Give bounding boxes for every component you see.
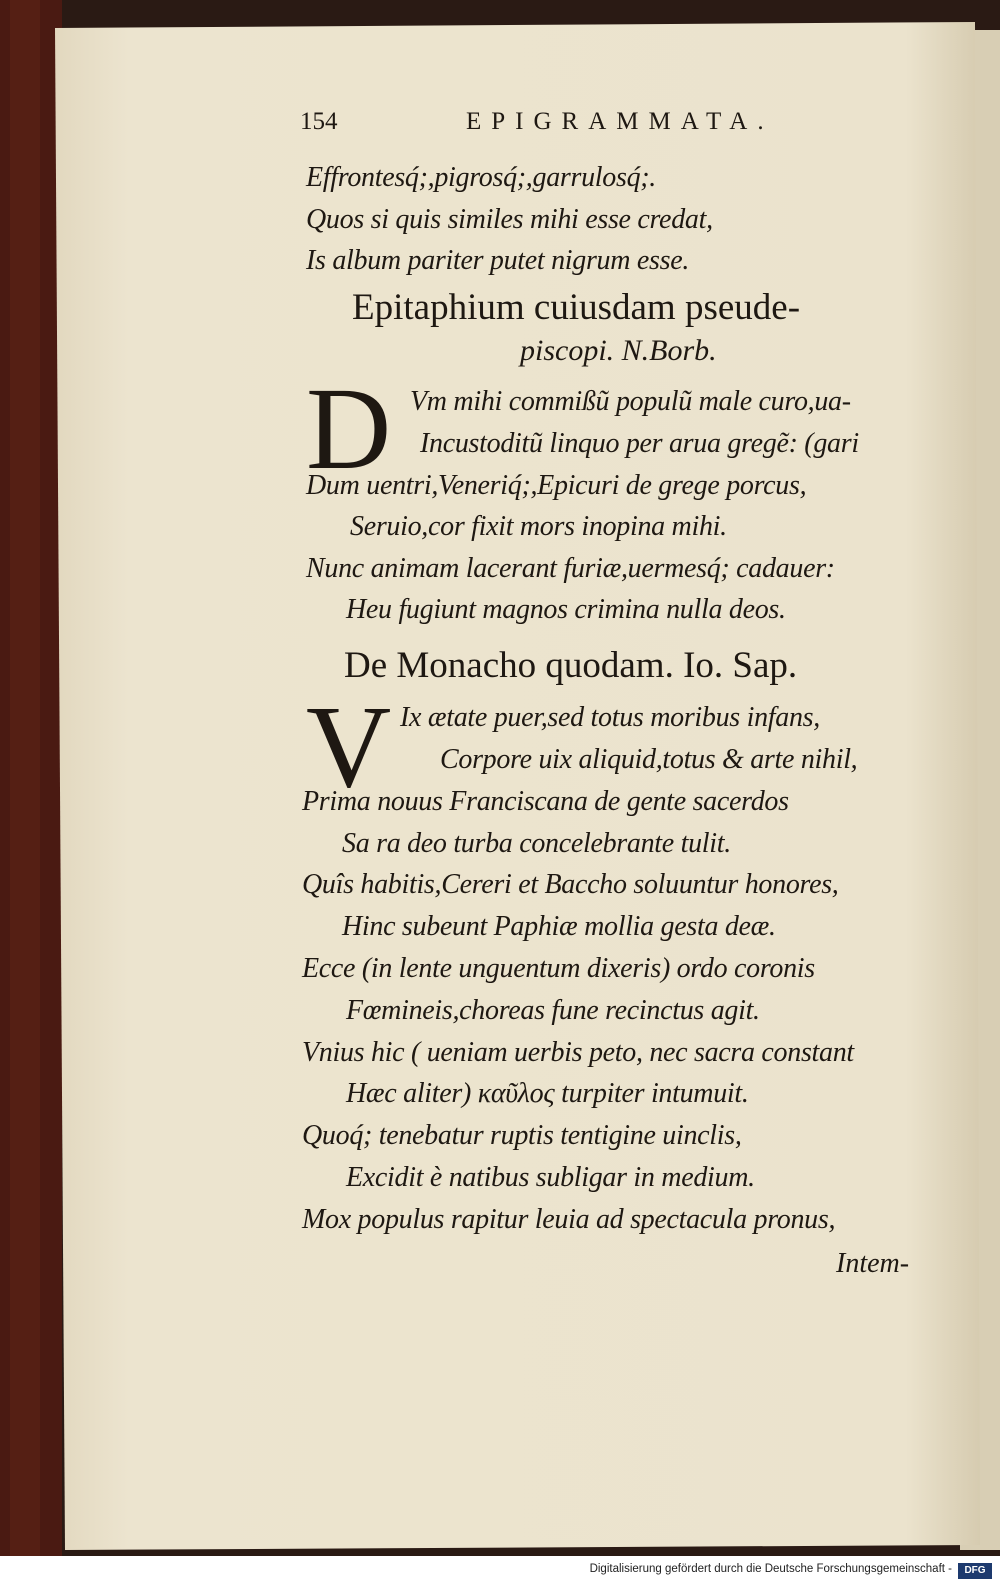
verse-line: Is album pariter putet nigrum esse. (306, 245, 690, 276)
verse-line: Hæc aliter) καῦλος turpiter intumuit. (346, 1078, 749, 1109)
section-heading: De Monacho quodam. Io. Sap. (344, 645, 798, 686)
dfg-logo-icon: DFG (958, 1563, 992, 1579)
verse-line: Vnius hic ( ueniam uerbis peto, nec sacra constant (302, 1037, 854, 1068)
funding-credit: Digitalisierung gefördert durch die Deutsche Forschungsgemeinschaft - (589, 1563, 952, 1575)
verse-line: Prima nouus Franciscana de gente sacerdos (302, 786, 789, 817)
verse-line: Quos si quis similes mihi esse credat, (306, 204, 713, 235)
verse-line: Ix ætate puer,sed totus moribus infans, (400, 702, 820, 733)
running-title: EPIGRAMMATA. (466, 108, 774, 135)
section-heading: Epitaphium cuiusdam pseude- (352, 287, 801, 328)
verse-line: Quoq́; tenebatur ruptis tentigine uinclis, (302, 1120, 742, 1151)
verse-line: Dum uentri,Veneriq́;,Epicuri de grege porcus, (306, 470, 807, 501)
verse-line: Quîs habitis,Cereri et Baccho soluuntur honores, (302, 869, 839, 900)
catchword: Intem- (836, 1248, 910, 1279)
verse-line: Effrontesq́;,pigrosq́;,garrulosq́;. (306, 162, 656, 193)
page-number: 154 (300, 108, 338, 135)
running-head (300, 108, 774, 136)
verse-line: Excidit è natibus subligar in medium. (346, 1162, 755, 1193)
drop-cap: D (306, 363, 392, 494)
drop-cap: V (306, 681, 392, 812)
verse-line: Sa ra deo turba concelebrante tulit. (342, 828, 731, 859)
verse-line: Corpore uix aliquid,totus & arte nihil, (440, 744, 858, 775)
section-heading-cont: piscopi. N.Borb. (520, 334, 717, 367)
verse-line: Hinc subeunt Paphiæ mollia gesta deæ. (342, 911, 776, 942)
verse-line: Heu fugiunt magnos crimina nulla deos. (346, 594, 786, 625)
verse-line: Nunc animam lacerant furiæ,uermesq́; cadauer: (306, 553, 835, 584)
footer-bar (0, 1556, 1000, 1586)
verse-line: Fœmineis,choreas fune recinctus agit. (346, 995, 760, 1026)
verse-line: Ecce (in lente unguentum dixeris) ordo coronis (302, 953, 815, 984)
verse-line: Mox populus rapitur leuia ad spectacula pronus, (302, 1204, 836, 1235)
verse-line: Vm mihi commißũ populũ male curo,ua- (410, 386, 851, 417)
verse-line: Seruio,cor fixit mors inopina mihi. (350, 511, 727, 542)
verse-line: Incustoditũ linquo per arua gregẽ: (gari (420, 428, 859, 459)
